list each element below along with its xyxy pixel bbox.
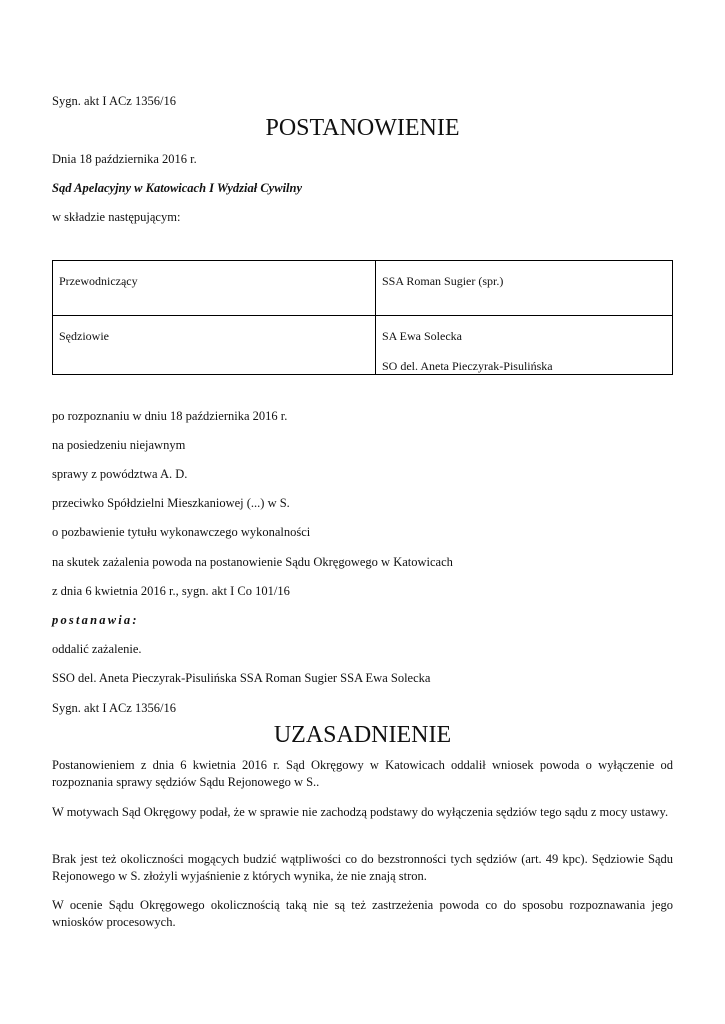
document-title: POSTANOWIENIE bbox=[265, 115, 460, 141]
table-row bbox=[53, 261, 673, 316]
decision-label: postanawia: bbox=[52, 613, 139, 627]
names-cell bbox=[376, 316, 673, 375]
justification-paragraph: Postanowieniem z dnia 6 kwietnia 2016 r. Sąd Okręgowy w Katowicach oddalił wniosek powoda o wyłączenie od rozpoznania sprawy sędziów Sądu Rejonowego w S.. bbox=[52, 758, 673, 789]
proceedings-line: na posiedzeniu niejawnym bbox=[52, 438, 186, 452]
justification-title: UZASADNIENIE bbox=[273, 722, 452, 748]
proceedings-line: sprawy z powództwa A. D. bbox=[52, 467, 188, 481]
proceedings-line: na skutek zażalenia powoda na postanowienie Sądu Okręgowego w Katowicach bbox=[52, 555, 453, 569]
justification-case-reference: Sygn. akt I ACz 1356/16 bbox=[52, 701, 176, 715]
names-cell bbox=[376, 261, 673, 316]
case-reference: Sygn. akt I ACz 1356/16 bbox=[52, 94, 176, 108]
justification-paragraph: Brak jest też okoliczności mogących budzić wątpliwości co do bezstronności tych sędziów (art. 49 kpc). Sędziowie Sądu Rejonowego w S. złożyli wyjaśnienie z których wynika, że nie znają stron. bbox=[52, 852, 673, 883]
court-panel-table bbox=[52, 260, 673, 375]
role-label: Przewodniczący bbox=[59, 274, 138, 288]
proceedings-line: z dnia 6 kwietnia 2016 r., sygn. akt I Co 101/16 bbox=[52, 584, 290, 598]
table-row bbox=[53, 316, 673, 375]
role-cell bbox=[53, 316, 376, 375]
proceedings-line: przeciwko Spółdzielni Mieszkaniowej (...) w S. bbox=[52, 496, 290, 510]
decision-date: Dnia 18 października 2016 r. bbox=[52, 152, 197, 166]
decision-text: oddalić zażalenie. bbox=[52, 642, 142, 656]
judge-name: SO del. Aneta Pieczyrak-Pisulińska bbox=[382, 359, 553, 373]
justification-paragraph: W motywach Sąd Okręgowy podał, że w sprawie nie zachodzą podstawy do wyłączenia sędziów tego sądu z mocy ustawy. bbox=[52, 805, 669, 819]
signatures: SSO del. Aneta Pieczyrak-Pisulińska SSA Roman Sugier SSA Ewa Solecka bbox=[52, 671, 431, 685]
judge-name: SSA Roman Sugier (spr.) bbox=[382, 274, 504, 288]
role-label: Sędziowie bbox=[59, 329, 109, 343]
proceedings-line: po rozpoznaniu w dniu 18 października 2016 r. bbox=[52, 409, 288, 423]
court-name: Sąd Apelacyjny w Katowicach I Wydział Cywilny bbox=[52, 181, 303, 195]
judge-name: SA Ewa Solecka bbox=[382, 329, 462, 343]
role-cell bbox=[53, 261, 376, 316]
composition-intro: w składzie następującym: bbox=[52, 210, 181, 224]
proceedings-line: o pozbawienie tytułu wykonawczego wykonalności bbox=[52, 525, 311, 539]
justification-paragraph: W ocenie Sądu Okręgowego okolicznością taką nie są też zastrzeżenia powoda co do sposobu rozpoznawania jego wniosków procesowych. bbox=[52, 898, 673, 929]
